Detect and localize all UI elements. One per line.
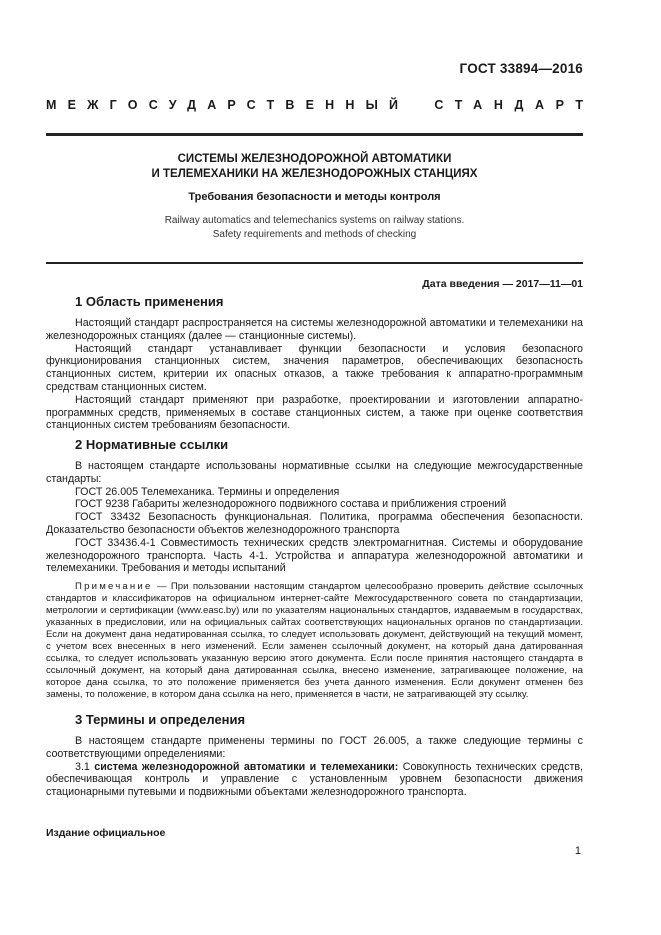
english-title-line-1: Railway automatics and telemechanics systems on railway stations. <box>164 215 465 226</box>
english-title <box>46 214 583 241</box>
standard-label-right: СТАНДАРТ <box>434 98 595 112</box>
reference-item: ГОСТ 33432 Безопасность функциональная. Политика, программа обеспечения безопасности. Доказательство безопасности объектов железнодорожного транспорта <box>46 511 583 536</box>
section-scope <box>46 294 583 432</box>
paragraph: В настоящем стандарте применены термины по ГОСТ 26.005, а также следующие термины с соответствующими определениями: <box>46 735 583 760</box>
introduction-date: Дата введения — 2017—11—01 <box>422 278 583 290</box>
edition-label: Издание официальное <box>46 827 166 839</box>
paragraph: Настоящий стандарт распространяется на системы железнодорожной автоматики и телемеханики на железнодорожных станциях (далее — станционные системы). <box>46 317 583 342</box>
note-text: — При пользовании настоящим стандартом целесообразно проверить действие ссылочных стандартов и классификаторов на официальном интернет-сайте Межгосударственного совета по стандартизации, метрологии и сертификации (www.easc.by) или по указателям национальных стандартов, издаваемым в государствах, указанных в предисловии, или на официальных сайтах соответствующих национальных органов по стандартизации. Если на документ дана недатированная ссылка, то следует использовать документ, действующий на текущий момент, с учетом всех внесенных в него изменений. Если заменен ссылочный документ, на который дана датированная ссылка, то следует использовать указанную версию этого документа. Если после принятия настоящего стандарта в ссылочный документ, на который дана датированная ссылка, внесено изменение, затрагивающее положение, на которое дана ссылка, то это положение применяется без учета данного изменения. Если документ отменен без замены, то положение, в котором дана ссылка на него, применяется в части, не затрагивающей эту ссылку. <box>46 581 583 701</box>
note-label: Примечание <box>75 581 153 593</box>
standard-type-banner <box>46 98 595 114</box>
section-terms <box>46 712 583 799</box>
term-name: система железнодорожной автоматики и телемеханики: <box>94 760 399 773</box>
section-heading: 2 Нормативные ссылки <box>75 437 229 452</box>
section-heading: 3 Термины и определения <box>75 712 246 727</box>
top-divider <box>46 133 583 136</box>
title-line-1: СИСТЕМЫ ЖЕЛЕЗНОДОРОЖНОЙ АВТОМАТИКИ <box>177 153 452 165</box>
page-number: 1 <box>574 845 581 857</box>
standard-label-left: МЕЖГОСУДАРСТВЕННЫЙ <box>46 98 410 112</box>
section-heading: 1 Область применения <box>75 294 224 309</box>
document-subtitle: Требования безопасности и методы контроля <box>188 191 441 203</box>
document-code: ГОСТ 33894—2016 <box>459 61 583 76</box>
term-definition <box>46 761 583 799</box>
reference-item: ГОСТ 26.005 Телемеханика. Термины и определения <box>75 485 340 498</box>
term-text: Совокупность технических средств, обеспечивающая контроль и управление с установленным уровнем безопасности движения стационарными путевыми и подвижными объектами железнодорожного транспорта. <box>46 760 583 799</box>
note <box>46 581 583 701</box>
document-title <box>46 152 583 181</box>
term-number: 3.1 <box>75 760 95 773</box>
paragraph: Настоящий стандарт применяют при разработке, проектировании и изготовлении аппаратно-программных средств, применяемых в составе станционных систем, а также при оценке соответствия станционных систем требованиям безопасности. <box>46 393 583 432</box>
paragraph: В настоящем стандарте использованы нормативные ссылки на следующие межгосударственные стандарты: <box>46 460 583 485</box>
title-line-2: И ТЕЛЕМЕХАНИКИ НА ЖЕЛЕЗНОДОРОЖНЫХ СТАНЦИЯХ <box>151 167 478 180</box>
section-normative-references <box>46 437 583 701</box>
reference-item: ГОСТ 33436.4-1 Совместимость технических средств электромагнитная. Системы и оборудование железнодорожного транспорта. Часть 4-1. Устройства и аппаратура железнодорожной автоматики и телемеханики. Требования и методы испытаний <box>46 536 583 575</box>
english-title-line-2: Safety requirements and methods of checking <box>212 228 417 240</box>
reference-item: ГОСТ 9238 Габариты железнодорожного подвижного состава и приближения строений <box>75 498 507 511</box>
paragraph: Настоящий стандарт устанавливает функции безопасности и условия безопасного функционирования станционных систем, значения параметров, обеспечивающих безопасность станционных систем, критерии их опасных отказов, а также требования к аппаратно-программным средствам станционных систем. <box>46 342 583 393</box>
title-divider <box>46 262 583 264</box>
